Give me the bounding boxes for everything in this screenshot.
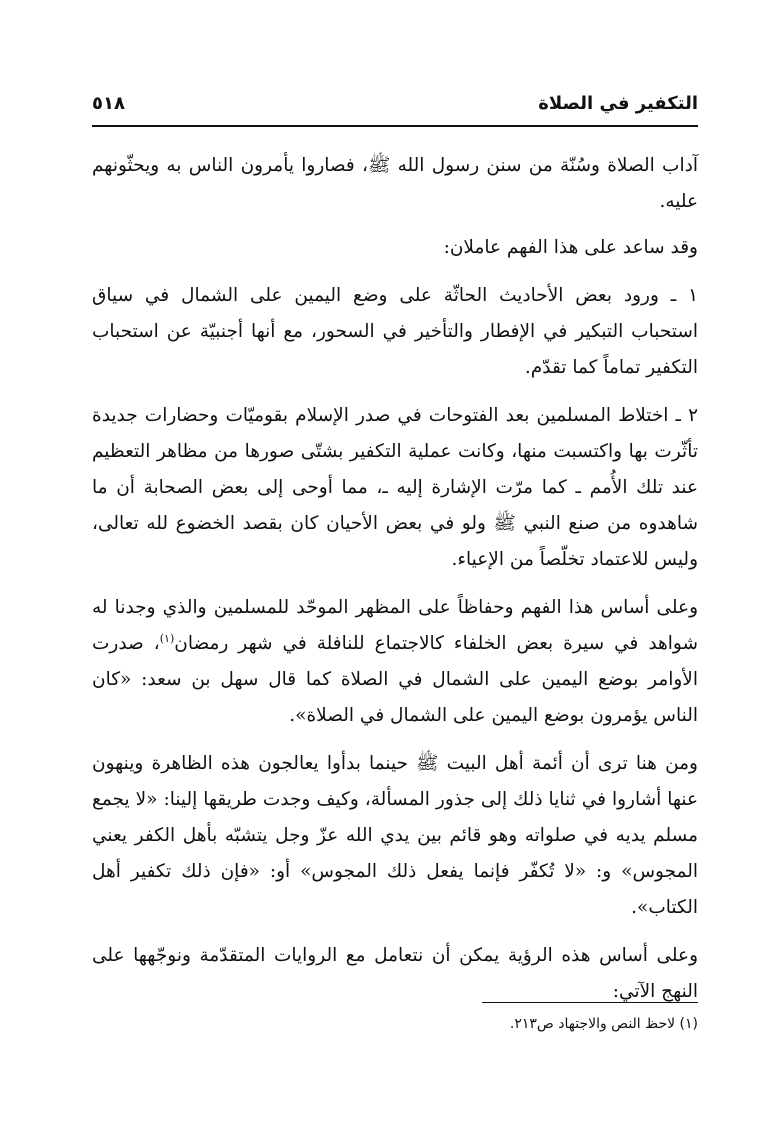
footnote-reference[interactable]: (١) [159, 631, 175, 645]
paragraph-5-before: وعلى أساس هذا الفهم وحفاظاً على المظهر الموحّد للمسلمين والذي وجدنا له شواهد في سيرة بعض الخلفاء كالاجتماع للنافلة في شهر رمضان [92, 597, 698, 654]
header-rule [92, 125, 698, 127]
footnote-marker: (١) [679, 1016, 698, 1032]
page-header [92, 86, 698, 120]
footnote [92, 1012, 698, 1036]
paragraph-3: ١ ـ ورود بعض الأحاديث الحاثّة على وضع اليمين على الشمال في سياق استحباب التبكير في الإفطار والتأخير في السحور، مع أنها أجنبيّة عن استحباب التكفير تماماً كما تقدّم. [92, 285, 698, 378]
page-number: ٥١٨ [92, 92, 125, 114]
paragraph-5 [92, 590, 698, 734]
body-text [92, 148, 698, 1022]
paragraph-1: آداب الصلاة وسُنّة من سنن رسول الله ﷺ، فصاروا يأمرون الناس به ويحثّونهم عليه. [92, 155, 698, 212]
paragraph-7: وعلى أساس هذه الرؤية يمكن أن نتعامل مع الروايات المتقدّمة ونوجّهها على النهج الآتي: [92, 945, 698, 1002]
footnote-text: لاحظ النص والاجتهاد ص٢١٣. [509, 1016, 676, 1032]
paragraph-6: ومن هنا ترى أن أئمة أهل البيت ﷺ حينما بدأوا يعالجون هذه الظاهرة وينهون عنها أشاروا في ثنايا ذلك إلى جذور المسألة، وكيف وجدت طريقها إلينا: «لا يجمع مسلم يديه في صلواته وهو قائم بين يدي الله عزّ وجل يتشبّه بأهل الكفر يعني المجوس» و: «لا تُكفّر فإنما يفعل ذلك المجوس» أو: «فإن ذلك تكفير أهل الكتاب». [92, 753, 698, 918]
paragraph-2: وقد ساعد على هذا الفهم عاملان: [443, 237, 698, 258]
chapter-title: التكفير في الصلاة [538, 92, 698, 114]
footnote-rule [482, 1002, 698, 1003]
paragraph-4: ٢ ـ اختلاط المسلمين بعد الفتوحات في صدر الإسلام بقوميّات وحضارات جديدة تأثّرت بها واكتسبت منها، وكانت عملية التكفير بشتّى صورها من مظاهر التعظيم عند تلك الأُمم ـ كما مرّت الإشارة إليه ـ، مما أوحى إلى بعض الصحابة أن ما شاهدوه من صنع النبي ﷺ ولو في بعض الأحيان كان بقصد الخضوع لله تعالى، وليس للاعتماد تخلّصاً من الإعياء. [92, 405, 698, 570]
paragraph-5-after: ، صدرت الأوامر بوضع اليمين على الشمال في الصلاة كما قال سهل بن سعد: «كان الناس يؤمرون بوضع اليمين على الشمال في الصلاة». [92, 633, 698, 726]
